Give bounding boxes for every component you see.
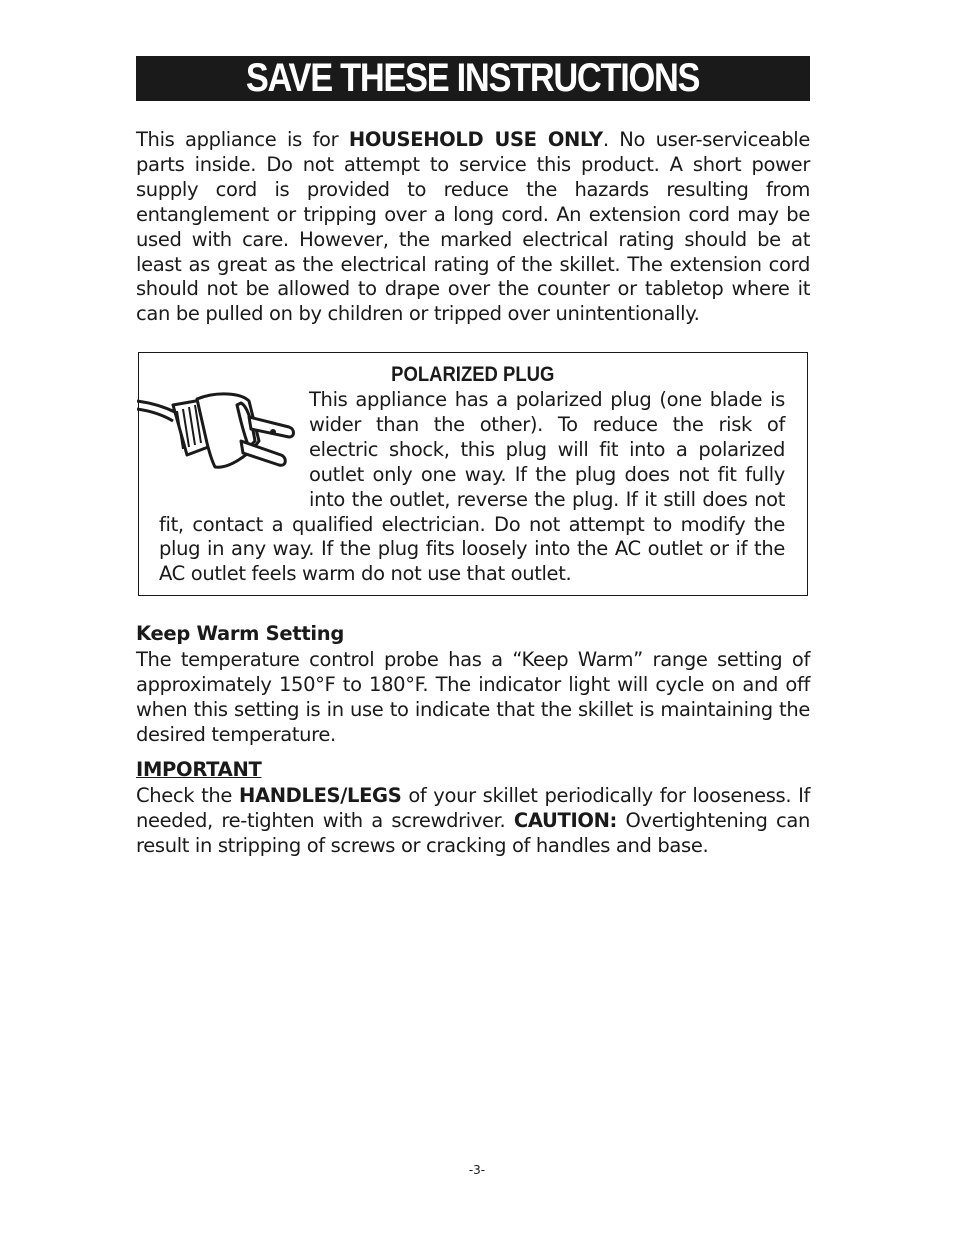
polarized-plug-box (138, 352, 808, 596)
page-number: -3- (468, 1163, 486, 1177)
keep-warm-heading: Keep Warm Setting (136, 622, 345, 645)
page-banner-title (136, 56, 810, 101)
keep-warm-paragraph: The temperature control probe has a “Keep Warm” range setting of approximately 150°F to 180°F. The indicator light will cycle on and off when this setting is in use to indicate that the skillet is maintaining the desired temperature. (136, 648, 810, 746)
important-text-2: of your skillet periodically for looseness. If needed, re-tighten with a screwdriver. (136, 784, 810, 832)
important-heading: IMPORTANT (136, 758, 262, 781)
polarized-plug-title-text: POLARIZED PLUG (391, 363, 555, 386)
polarized-plug-title (139, 363, 807, 387)
banner-text: SAVE THESE INSTRUCTIONS (246, 56, 700, 100)
polarized-plug-body-text: This appliance has a polarized plug (one blade is wider than the other). To reduce the risk of electric shock, this plug will fit into a polarized outlet only one way. If the plug does not fit fully into the outlet, reverse the plug. If it still does not fit, contact a qualified electrician. Do not attempt to modify the plug in any way. If the plug fits loosely into the AC outlet or if the AC outlet feels warm do not use that outlet. (159, 388, 785, 586)
important-paragraph (136, 784, 810, 859)
plug-wrap-spacer (159, 388, 309, 512)
important-text-1: Check the (136, 784, 239, 807)
handles-legs-emphasis: HANDLES/LEGS (238, 784, 402, 807)
intro-paragraph (136, 128, 810, 327)
polarized-plug-body (159, 388, 785, 587)
household-use-only-emphasis: HOUSEHOLD USE ONLY (348, 128, 603, 151)
caution-emphasis: CAUTION: (513, 808, 618, 832)
intro-text-1: This appliance is for (136, 128, 349, 151)
intro-text-2: . No user-serviceable parts inside. Do not attempt to service this product. A short power supply cord is provided to reduce the hazards resulting from entanglement or tripping over a long cord. An extension cord may be used with care. However, the marked electrical rating should be at least as great as the electrical rating of the skillet. The extension cord should not be allowed to drape over the counter or tabletop where it can be pulled on by children or tripped over unintentionally. (136, 128, 810, 326)
important-text-3: Overtightening can result in stripping of screws or cracking of handles and base. (136, 808, 810, 857)
